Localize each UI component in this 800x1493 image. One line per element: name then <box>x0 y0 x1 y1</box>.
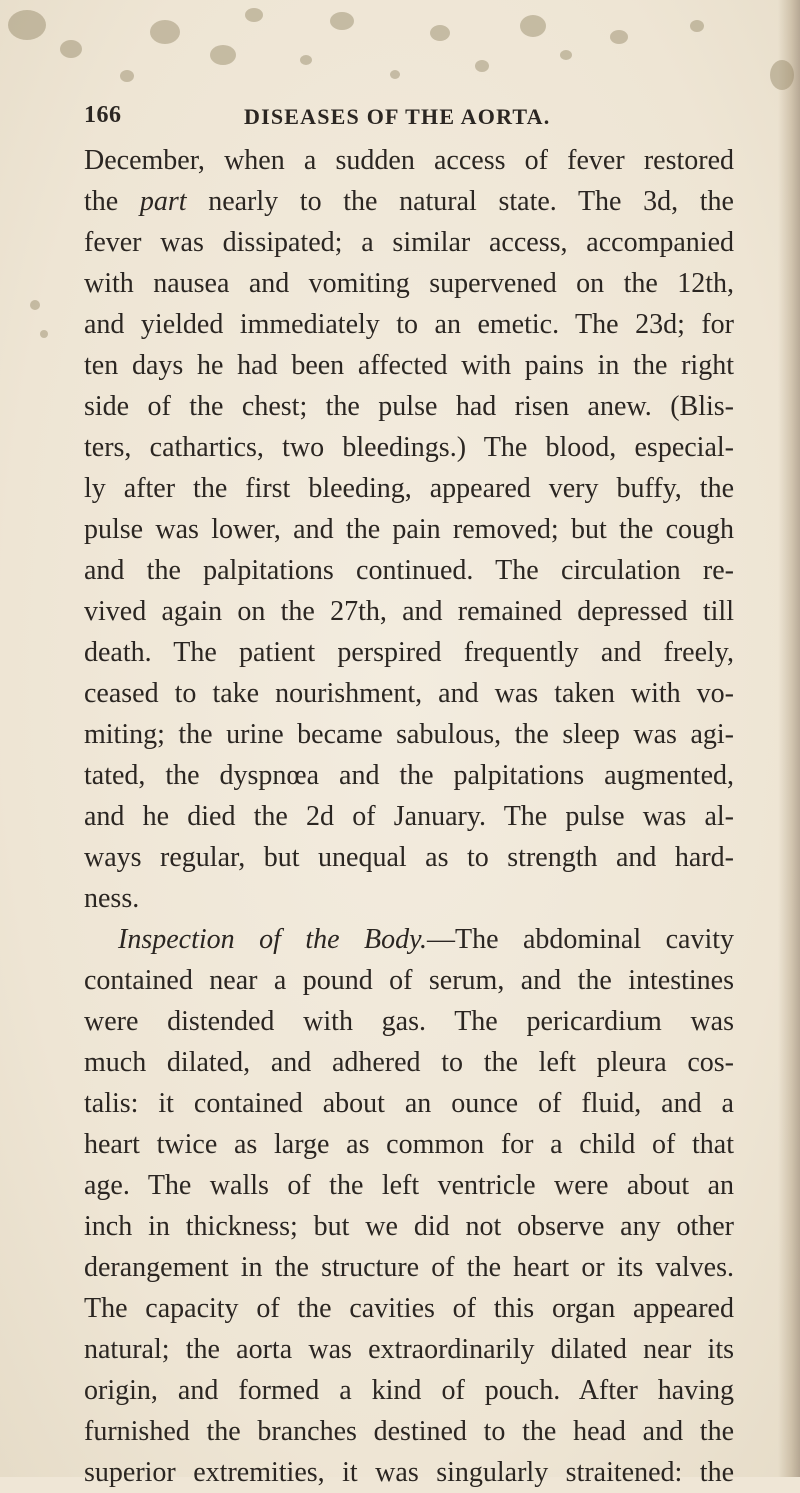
italic-word: part <box>139 186 187 217</box>
text-line: ly after the first bleeding, appeared very buffy, the <box>84 473 734 504</box>
text-line: ceased to take nourishment, and was taken with vo- <box>84 678 734 709</box>
text-line: ters, cathartics, two bleedings.) The blood, especial- <box>84 432 734 463</box>
text-line: and the palpitations continued. The circulation re- <box>84 555 734 586</box>
text-line: heart twice as large as common for a child of that <box>84 1129 734 1160</box>
text-line: age. The walls of the left ventricle were about an <box>84 1170 734 1201</box>
text-line: furnished the branches destined to the head and the <box>84 1416 734 1447</box>
text-line: fever was dissipated; a similar access, accompanied <box>84 227 734 258</box>
text-line: December, when a sudden access of fever restored <box>84 145 734 176</box>
text-line: talis: it contained about an ounce of fluid, and a <box>84 1088 734 1119</box>
text-line: and he died the 2d of January. The pulse was al- <box>84 801 734 832</box>
text-line: contained near a pound of serum, and the intestines <box>84 965 734 996</box>
text-line: miting; the urine became sabulous, the sleep was agi- <box>84 719 734 750</box>
page-header <box>84 102 724 142</box>
text-line: death. The patient perspired frequently and freely, <box>84 637 734 668</box>
text-line: ness. <box>84 883 140 914</box>
text-line: superior extremities, it was singularly straitened: the <box>84 1457 734 1488</box>
text-line: and yielded immediately to an emetic. The 23d; for <box>84 309 734 340</box>
text-span: nearly to the natural state. The 3d, the <box>186 186 734 217</box>
text-line: ways regular, but unequal as to strength and hard- <box>84 842 734 873</box>
text-line: much dilated, and adhered to the left pleura cos- <box>84 1047 734 1078</box>
section-heading-line <box>84 919 734 960</box>
text-line: origin, and formed a kind of pouch. After having <box>84 1375 734 1406</box>
text-line: natural; the aorta was extraordinarily dilated near its <box>84 1334 734 1365</box>
text-line: with nausea and vomiting supervened on the 12th, <box>84 268 734 299</box>
text-line: tated, the dyspnœa and the palpitations augmented, <box>84 760 734 791</box>
page-edge-shadow <box>778 0 800 1477</box>
text-line: derangement in the structure of the heart or its valves. <box>84 1252 734 1283</box>
text-span: —The abdominal cavity <box>426 924 735 955</box>
section-heading: Inspection of the Body. <box>118 924 427 955</box>
text-line: ten days he had been affected with pains in the right <box>84 350 734 381</box>
body-text <box>84 140 734 1493</box>
text-line: side of the chest; the pulse had risen anew. (Blis- <box>84 391 734 422</box>
page-number: 166 <box>84 102 122 128</box>
text-line <box>84 181 734 222</box>
text-line: inch in thickness; but we did not observe any other <box>84 1211 734 1242</box>
text-line: were distended with gas. The pericardium was <box>84 1006 734 1037</box>
text-span: the <box>84 186 140 217</box>
text-line: vived again on the 27th, and remained depressed till <box>84 596 734 627</box>
running-head: DISEASES OF THE AORTA. <box>244 104 551 129</box>
text-line: pulse was lower, and the pain removed; but the cough <box>84 514 734 545</box>
text-line: The capacity of the cavities of this organ appeared <box>84 1293 734 1324</box>
